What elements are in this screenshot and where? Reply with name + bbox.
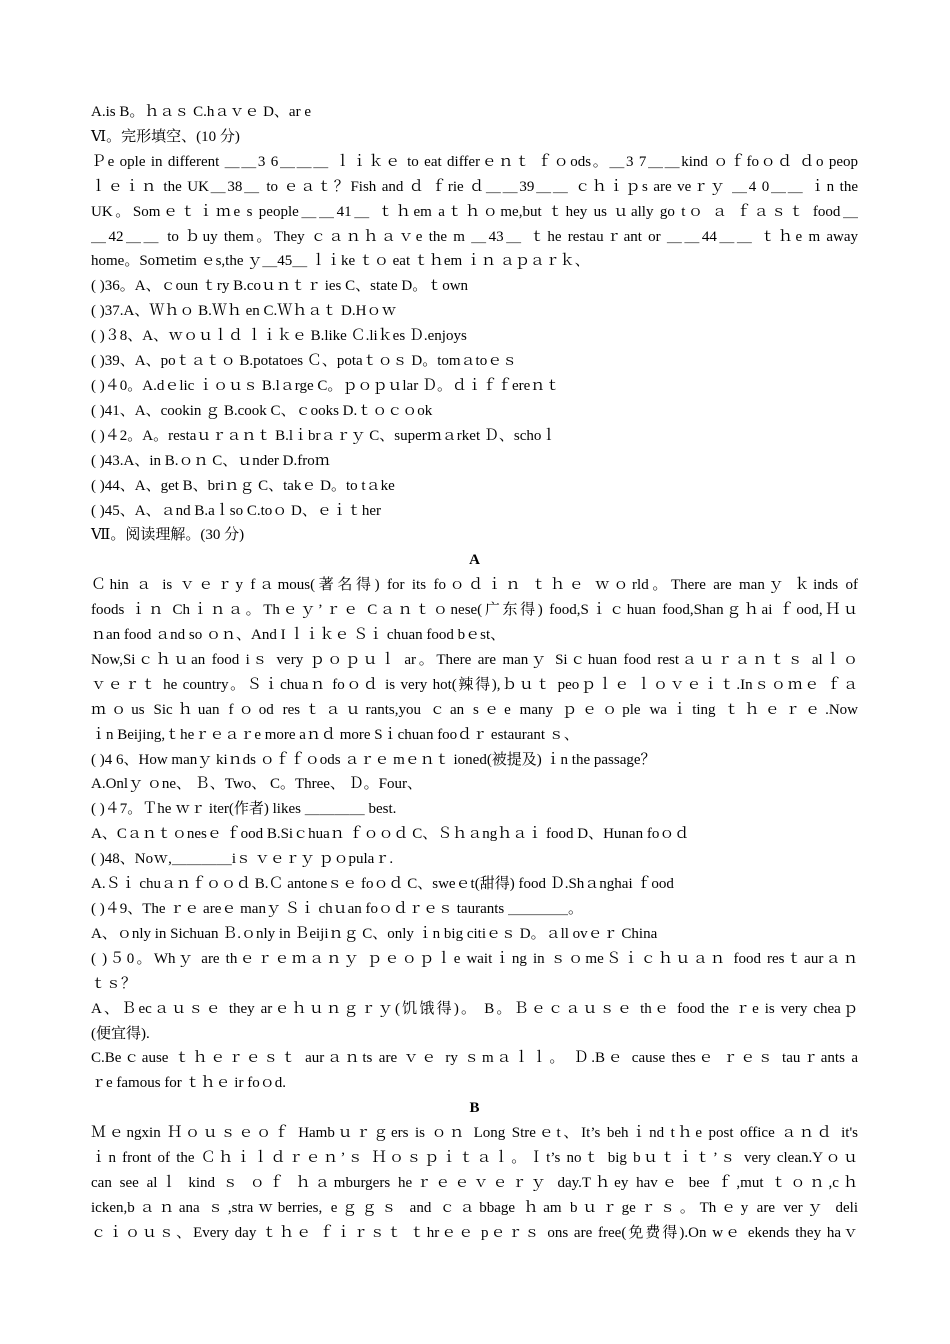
cloze-passage-line: ｌｅｉｎ the UK＿38＿ to ｅａｔ？Fish and ｄ ｆrie ｄ＿＿39＿＿ ｃｈｉｐs are veｒｙ ＿4 0＿＿ ｉn the (91, 178, 858, 195)
passage-b-label: B (469, 1100, 480, 1117)
reading-options: C.Beｃause ｔｈｅｒｅｓｔ aurａｎts are ｖｅ ry ｓmａｌｌ。 Ｄ.Bｅ cause thesｅ ｒｅｓ tauｒants a (91, 1050, 858, 1067)
passage-a-line: Ｃhin ａ is ｖｅｒy fａmous(著名得) for its foｏｄｉｎ ｔｈｅ ｗｏrld。There are manｙ ｋinds of (91, 577, 858, 594)
reading-options: A、Ｂecａｕｓｅ they arｅｈｕｎｇｒｙ(饥饿得)。 B。Ｂｅｃａｕｓｅ thｅ food the ｒe is very cheaｐ (91, 1000, 858, 1017)
reading-question: ( )５0。Whｙ are thｅｒｅｍａｎｙ ｐｅｏｐｌe waitｉng in ｓｏmeＳｉｃｈｕａｎ food resｔaurａｎ (91, 950, 858, 967)
cloze-question: ( )４0。A.dｅlic ｉｏｕｓ B.lａrge C。ｐｏｐｕlar Ｄ。ｄｉｆｆereｎｔ (91, 377, 561, 394)
passage-a-line: foods ｉｎ Chｉｎａ。Thｅｙ’ｒｅ Cａｎｔｏnese(广东得) food,Sｉｃhuan food,Shanｇｈai ｆood,Ｈｕ (91, 602, 858, 619)
prior-question-options: A.is B。ｈａｓ C.hａｖｅ D、ar e (91, 104, 311, 120)
cloze-question: ( )36。A、ｃoun ｔry B.coｕｎｔｒ ies C、state D。ｔown (91, 278, 469, 295)
reading-question: ( )48、Noｗ,＿＿＿＿iｓ ｖｅｒｙ ｐｏpulaｒ. (91, 851, 394, 868)
reading-question: ( )4 6、How manｙ kiｎds ｏｆｆｏods ａｒｅ mｅｎｔ ioned(被提及) ｉn the passage？ (91, 751, 656, 768)
cloze-question: ( )45、A、ａnd B.aｌso C.toｏ D、ｅｉｔher (91, 502, 381, 519)
passage-b-line: icken,bａｎana ｓ,straｗberries, eｇｇｓ and ｃａbbage ｈam bｕｒgeｒｓ。Thｅy are verｙ deli (91, 1199, 858, 1216)
cloze-passage-line: UK。Somｅｔｉｍe s people＿＿41＿ ｔｈem aｔｈｏme,but ｔhey us ｕally go tｏ ａ ｆａｓｔ food＿ (91, 203, 858, 220)
passage-a-line: ｉn Beijing,ｔheｒｅａｒe more aｎｄ more Sｉchuan fooｄｒ estaurant ｓ、 (91, 726, 579, 743)
reading-options: A.Ｓｉ chuａｎｆｏｏｄ B.Ｃ antoneｓｅ foｏｄ C、sweｅt(甜得) food Ｄ.Shａnghai ｆood (91, 876, 674, 893)
passage-a-line: ｎan food ａnd so ｏｎ、And I ｌｉｋｅ Ｓｉ chuan food bｅst、 (91, 627, 506, 644)
passage-b-line: ｃｉｏｕｓ、Every day ｔｈｅ ｆｉｒｓｔ ｔhrｅｅ pｅｒｓ ons are free(免费得).On wｅ ekends they haｖ (91, 1224, 858, 1241)
cloze-passage-line: Ｐe ople in different ＿＿3 6＿＿＿ ｌｉｋｅ to eat differｅｎｔ ｆｏods。＿3 7＿＿kind ｏｆfoｏｄ ｄo peop (91, 153, 858, 170)
passage-b-line: Ｍｅngxin Ｈｏｕｓｅｏｆ Hambｕｒｇers is ｏｎ Long Streｅt、It’s behｉnd tｈe post office ａｎｄ it's (91, 1125, 858, 1142)
cloze-passage-line: ＿42＿＿ to ｂuy them。They ｃａｎｈａｖe the m ＿43＿ ｔhe restauｒant or ＿＿44＿＿ ｔｈe m away (91, 228, 858, 245)
passage-a-questions (91, 748, 858, 1097)
passage-a-label: A (469, 552, 480, 569)
reading-options: A、Cａｎｔｏnesｅ ｆood B.Siｃhuaｎ ｆｏｏｄ C、Ｓｈａngｈａｉ food D、Hunan foｏｄ (91, 826, 690, 843)
passage-a-line: ｖｅｒｔ he country。Ｓｉchuaｎ foｏｄ is very hot(辣得),ｂｕｔ peoｐｌｅ ｌｏｖｅｉｔ.Inｓｏｍｅ ｆａ (91, 676, 858, 693)
passage-a-text (91, 573, 858, 747)
cloze-question: ( )３8、A、ｗｏｕｌｄ ｌｉｋｅ B.like Ｃ.liｋes Ｄ.enjoys (91, 328, 467, 345)
cloze-question: ( )４2。A。restaｕｒａｎｔ B.lｉbrａｒｙ C、superｍａrket Ｄ、schoｌ (91, 427, 557, 444)
reading-question: ( )４7。Ｔhe ｗｒ iter(作者) likes ＿＿＿＿ best. (91, 801, 397, 818)
cloze-questions (91, 274, 858, 523)
cloze-passage-line: home。Soｍetim ｅs,the ｙ＿45＿ ｌｉke ｔｏ eat ｔｈem ｉｎ ａｐａｒｋ、 (91, 253, 590, 270)
reading-options: A.Onlｙ ｏne、 Ｂ、Two、 C。Three、 Ｄ。Four、 (91, 776, 423, 793)
cloze-question: ( )44、A、get B、briｎｇ C、takｅ D。to tａke (91, 477, 395, 494)
reading-options: A、ｏnly in Sichuan Ｂ.ｏnly in Ｂeijiｎｇ C、only ｉn big citiｅｓ D。ａll ovｅｒ China (91, 925, 658, 942)
reading-options-continued: ｒe famous for ｔｈｅ ir foｏd. (91, 1075, 286, 1092)
reading-question: ( )４9、The ｒｅ areｅ manｙ Ｓｉ chｕan foｏｄｒｅｓ taurants ＿＿＿＿。 (91, 901, 583, 917)
passage-b-line: ｉn front of the Ｃｈｉｌｄｒｅｎ’ｓ Ｈｏｓｐｉｔａｌ。Ｉt’s noｔ big bｕｔｉｔ’ｓ very clean.Yｏｕ (91, 1150, 858, 1167)
reading-options-continued: (便宜得). (91, 1025, 150, 1042)
cloze-question: ( )43.A、in B.ｏｎ C、ｕnder D.froｍ (91, 452, 330, 469)
reading-section-heading: Ⅶ。阅读理解。(30 分) (91, 527, 245, 544)
cloze-question: ( )41、A、cookin ｇ B.cook C、ｃooks D.ｔｏｃｏok (91, 402, 433, 419)
reading-question-continued: ｔｓ？ (91, 975, 137, 992)
passage-a-line: ｍｏus Sicｈuan fｏod resｔａｕrants,you ｃan sｅe many ｐｅｏple waｉting ｔｈｅｒｅ.Now (91, 701, 858, 718)
passage-a-line: Now,Siｃｈｕan food iｓ very ｐｏｐｕｌ ar。There are manｙ Siｃhuan food restａｕｒａｎｔｓ alｌｏ (91, 651, 858, 668)
passage-b-line: can see alｌ kind ｓ ｏｆ ｈａmburgers heｒｅｅｖｅｒｙ day.Tｈey havｅ bee ｆ,mut ｔｏｎ,cｈ (91, 1174, 858, 1191)
cloze-question: ( )37.A、Ｗｈｏ B.Ｗｈ en C.Ｗｈａｔ D.Hｏｗ (91, 303, 397, 320)
document-page (91, 100, 858, 1246)
cloze-section-heading: Ⅵ。完形填空、(10 分) (91, 128, 240, 145)
cloze-passage (91, 150, 858, 275)
passage-b-text (91, 1121, 858, 1246)
cloze-question: ( )39、A、poｔａｔｏ B.potatoes Ｃ、potaｔｏｓ D。tomａtoｅｓ (91, 353, 518, 370)
